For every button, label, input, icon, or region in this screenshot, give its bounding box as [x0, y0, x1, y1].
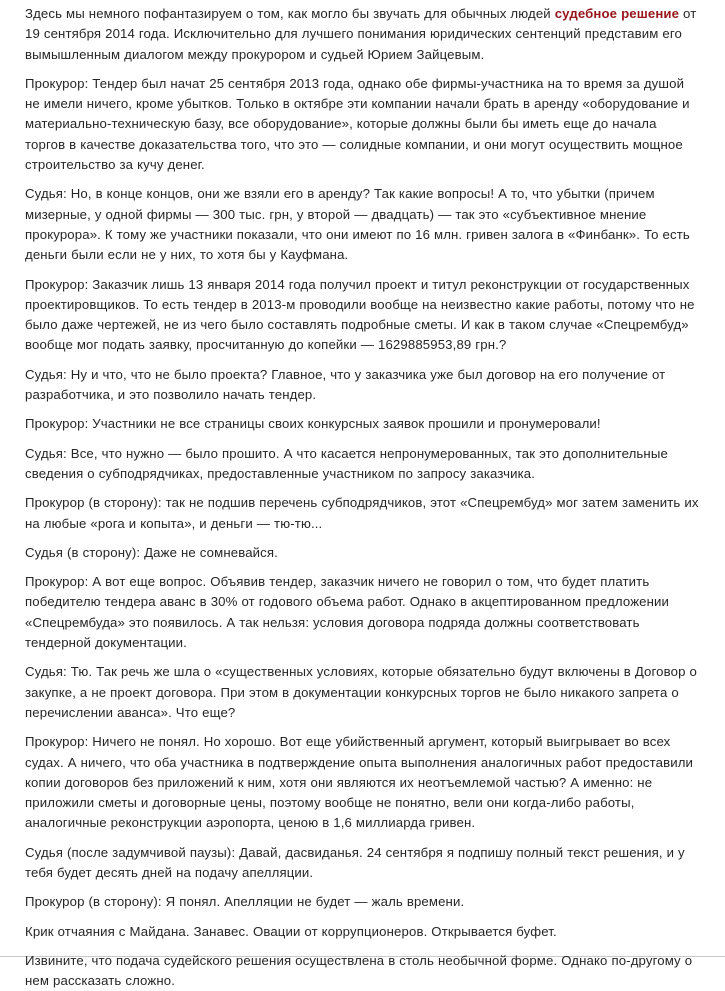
paragraph-prosecutor-6 [25, 732, 700, 833]
paragraph-text-run: Прокурор (в сторону): Я понял. Апелляции не будет — жаль времени. [25, 894, 465, 910]
paragraph-judge-6 [25, 843, 700, 884]
court-decision-link[interactable]: судебное решение [554, 6, 680, 21]
paragraph-intro [25, 4, 700, 65]
paragraph-text-run: Извините, что подача судейского решения осуществлена в столь необычной форме. Однако по-другому о нем рассказать сложно. [25, 952, 693, 989]
paragraph-judge-1 [25, 184, 700, 265]
paragraph-text-run: Прокурор (в сторону): так не подшив перечень субподрядчиков, этот «Спецрембуд» мог затем заменить их на любые «рога и копыта», и деньги — тю-тю... [25, 495, 699, 531]
paragraph-text-run: от 19 сентября 2014 года. Исключительно для лучшего понимания юридических сентенций представим его вымышленным диалогом между прокурором и судьей Юрием Зайцевым. [25, 6, 697, 62]
paragraph-text-run: Судья: Все, что нужно — было прошито. А что касается непронумерованных, так это дополнительные сведения о субподрядчиках, предоставленные участником по запросу заказчика. [25, 445, 668, 481]
paragraph-prosecutor-5 [25, 572, 700, 653]
paragraph-prosecutor-7 [25, 892, 700, 912]
paragraph-text-run: Прокурор: Заказчик лишь 13 января 2014 года получил проект и титул реконструкции от государственных проектировщиков. То есть тендер в 2013-м проводили вообще на неизвестно какие работы, потому что не было даже чертежей, не из чего было составлять подробные сметы. И как в таком случае «Спецрембуд» вообще мог подать заявку, просчитанную до копейки — 1629885953,89 грн.? [25, 276, 695, 353]
paragraph-prosecutor-4 [25, 493, 700, 534]
paragraph-text-run: Прокурор: Участники не все страницы своих конкурсных заявок прошили и пронумеровали! [25, 416, 601, 432]
paragraph-text-run: Здесь мы немного пофантазируем о том, как могло бы звучать для обычных людей [25, 6, 555, 21]
paragraph-text-run: Судья: Ну и что, что не было проекта? Главное, что у заказчика уже был договор на его получение от разработчика, и это позволило начать тендер. [25, 366, 666, 403]
paragraph-judge-3 [25, 444, 700, 485]
paragraph-text-run: Судья: Тю. Так речь же шла о «существенных условиях, которые обязательно будут включены в Договор о закупке, а не проект договора. При этом в документации конкурсных торгов не было никакого запрета о перечислении аванса». Что еще? [25, 664, 697, 720]
paragraph-text-run: Судья (в сторону): Даже не сомневайся. [25, 544, 278, 560]
paragraph-text-run: Крик отчаяния с Майдана. Занавес. Овации от коррупционеров. Открывается буфет. [25, 923, 557, 939]
paragraph-text-run: Прокурор: Ничего не понял. Но хорошо. Вот еще убийственный аргумент, который выигрывает во всех судах. А ничего, что оба участника в подтверждение опыта выполнения аналогичных работ предоставили копии договоров без приложений к ним, хотя они являются их неотъемлемой частью? А именно: не приложили сметы и договорные цены, поэтому вообще не понятно, вели они когда-либо работы, аналогичные реконструкции аэропорта, ценою в 1,6 миллиарда гривен. [25, 734, 694, 831]
paragraph-judge-4 [25, 543, 700, 563]
paragraph-text-run: Судья (после задумчивой паузы): Давай, дасвиданья. 24 сентября я подпишу полный текст решения, и у тебя будет десять дней на подачу апелляции. [25, 844, 685, 880]
paragraph-text-run: Прокурор: А вот еще вопрос. Объявив тендер, заказчик ничего не говорил о том, что будет платить победителю тендера аванс в 30% от годового объема работ. Однако в акцептированном предложении «Спецрембуда» это появилось. А так нельзя: условия договора подряда должны соответствовать тендерной документации. [25, 574, 670, 651]
paragraph-text-run: Прокурор: Тендер был начат 25 сентября 2013 года, однако обе фирмы-участника на то время за душой не имели ничего, кроме убытков. Только в октябре эти компании начали брать в аренду «оборудование и материально-техническую базу, все оборудование», которые должны были бы иметь еще до начала торгов в качестве доказательства того, что это — солидные компании, и они могут осуществить мощное строительство за кучу денег. [25, 75, 690, 173]
paragraph-closing-scene [25, 922, 700, 942]
paragraph-prosecutor-3 [25, 414, 700, 434]
paragraph-prosecutor-2 [25, 275, 700, 356]
paragraph-judge-5 [25, 662, 700, 723]
paragraph-text-run: Судья: Но, в конце концов, они же взяли его в аренду? Так какие вопросы! А то, что убытки (причем мизерные, у одной фирмы — 300 тыс. грн, у второй — двадцать) — так это «субъективное мнение прокурора». К тому же участники показали, что они имеют по 16 млн. гривен залога в «Финбанк». То есть деньги были если не у них, то хотя бы у Кауфмана. [25, 186, 690, 263]
paragraph-judge-2 [25, 365, 700, 406]
paragraph-prosecutor-1 [25, 74, 700, 175]
